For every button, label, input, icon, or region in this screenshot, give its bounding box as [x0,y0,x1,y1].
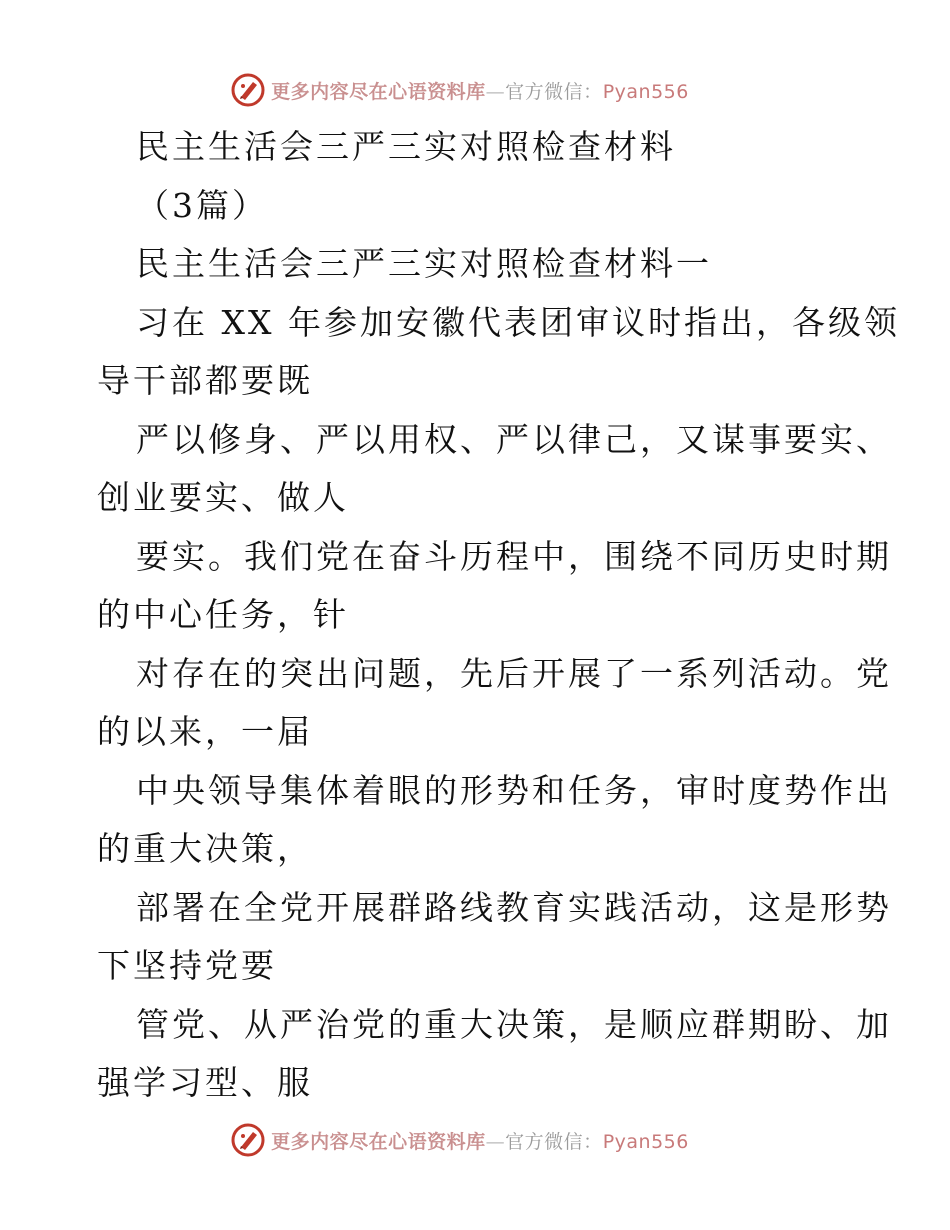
pen-nib-logo-icon [231,73,265,107]
paragraph-line: 管党、从严治党的重大决策，是顺应群期盼、加 [136,1005,892,1044]
paragraph-line: 的中心任务，针 [97,595,349,634]
banner-wechat-id: Pyan556 [602,80,689,103]
banner-dash: — [485,80,506,103]
footer-banner [0,1120,950,1160]
paragraph-line: 中央领导集体着眼的形势和任务，审时度势作出 [136,771,892,810]
banner-site-name: 更多内容尽在心语资料库 [271,80,486,103]
footer-banner-inner [231,1123,689,1157]
banner-official-label: 官方微信： [505,80,603,103]
banner-wechat-id: Pyan556 [602,1130,689,1153]
paragraph-line: 的以来，一届 [97,712,313,751]
pen-nib-logo-icon [231,1123,265,1157]
paragraph-line: 强学习型、服 [97,1063,313,1102]
paragraph-line: 严以修身、严以用权、严以律己，又谋事要实、 [136,420,892,459]
paragraph-line: 对存在的突出问题，先后开展了一系列活动。党 [136,654,892,693]
banner-site-name: 更多内容尽在心语资料库 [271,1130,486,1153]
banner-dash: — [485,1130,506,1153]
paragraph-line: 下坚持党要 [97,946,277,985]
paragraph-line: 创业要实、做人 [97,478,349,517]
footer-banner-text [271,1127,689,1154]
paragraph-line: 要实。我们党在奋斗历程中，围绕不同历史时期 [136,537,892,576]
paragraph-line: 部署在全党开展群路线教育实践活动，这是形势 [136,888,892,927]
doc-title: 民主生活会三严三实对照检查材料 [136,127,676,166]
paragraph-line: 习在 XX 年参加安徽代表团审议时指出，各级领 [136,303,900,342]
header-banner-text [271,77,689,104]
paragraph-line: 的重大决策， [97,829,313,868]
banner-official-label: 官方微信： [505,1130,603,1153]
paragraph-line: 导干部都要既 [97,361,313,400]
header-banner [0,70,950,110]
section-heading: 民主生活会三严三实对照检查材料一 [136,244,712,283]
header-banner-inner [231,73,689,107]
doc-subtitle: （3篇） [136,186,268,225]
